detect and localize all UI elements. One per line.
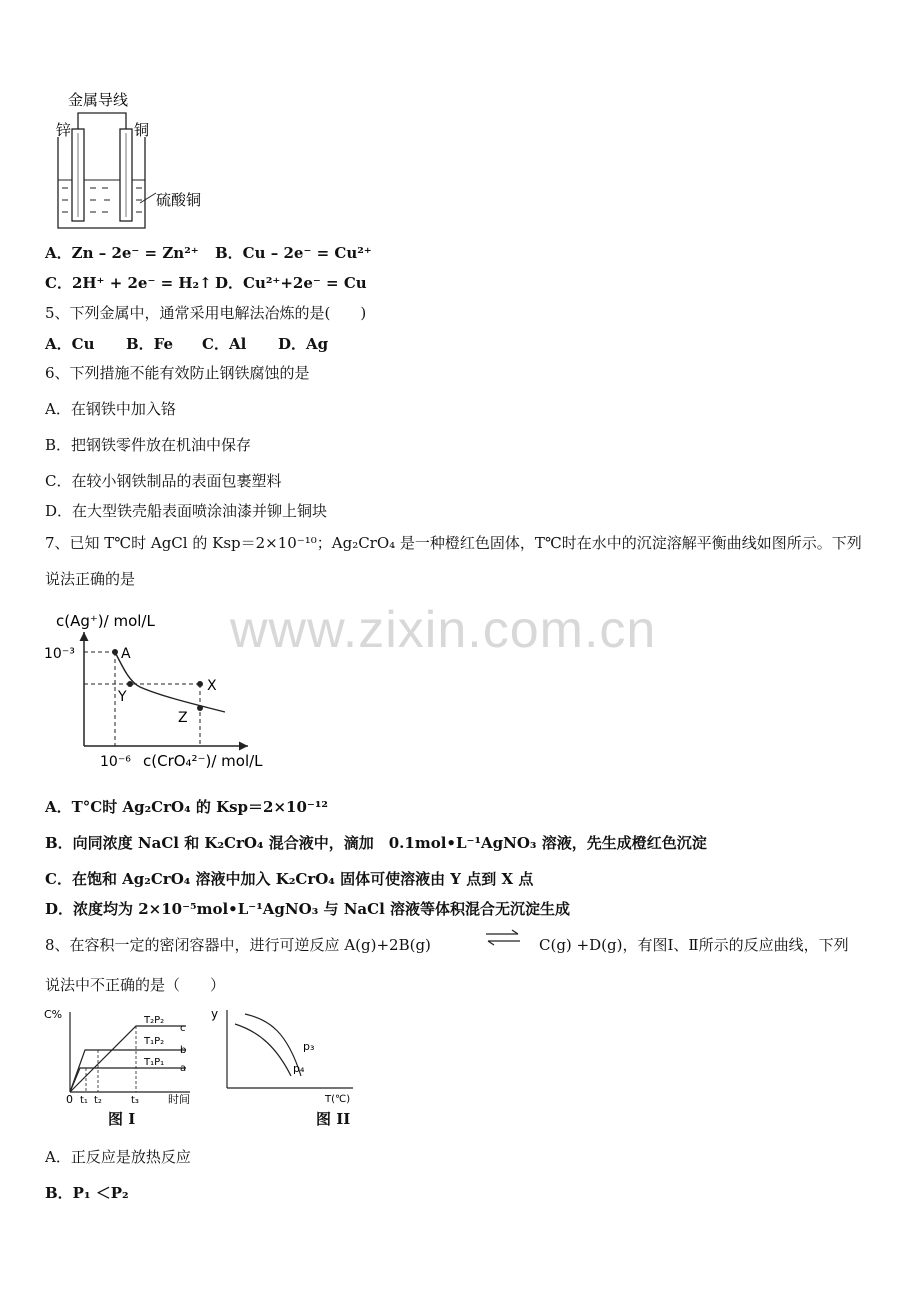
- q6-option-d: D．在大型铁壳船表面喷涂油漆并铆上铜块: [45, 502, 328, 520]
- q8-figure-1: [40, 1004, 210, 1104]
- q7-x-tick: 10⁻⁶: [100, 754, 131, 770]
- q8-fig1-curve-b-label: T₁P₂: [144, 1036, 165, 1047]
- q7-stem-line1: 7、已知 T℃时 AgCl 的 Ksp＝2×10⁻¹⁰；Ag₂CrO₄ 是一种橙红色固体，T℃时在水中的沉淀溶解平衡曲线如图所示。下列: [45, 534, 862, 552]
- q4-option-d: D．Cu²⁺+2e⁻ = Cu: [215, 274, 367, 292]
- q6-stem: 6、下列措施不能有效防止钢铁腐蚀的是: [45, 364, 310, 382]
- q7-solubility-graph: [40, 602, 290, 777]
- q8-fig1-y-label: C%: [44, 1008, 63, 1021]
- q8-fig1-caption: 图 I: [108, 1110, 136, 1128]
- q8-fig1-curve-a-label: T₁P₁: [144, 1057, 165, 1068]
- q8-stem-line1-right: C(g) +D(g)，有图Ⅰ、Ⅱ所示的反应曲线，下列: [539, 936, 849, 954]
- q6-option-a: A．在钢铁中加入铬: [45, 400, 176, 418]
- q6-option-c: C．在较小钢铁制品的表面包裹塑料: [45, 472, 282, 490]
- q7-option-c: C．在饱和 Ag₂CrO₄ 溶液中加入 K₂CrO₄ 固体可使溶液由 Y 点到 X 点: [45, 870, 534, 888]
- q4-option-a: A．Zn – 2e⁻ = Zn²⁺: [45, 244, 199, 262]
- q4-option-c: C．2H⁺ + 2e⁻ = H₂↑: [45, 274, 212, 292]
- q8-fig1-t2: t₂: [94, 1095, 102, 1104]
- q5-option-c: C．Al: [202, 335, 247, 353]
- q8-fig2-x-label: T(℃): [325, 1094, 351, 1104]
- q8-curve-p4: [235, 1024, 291, 1076]
- q8-fig2-p3: p₃: [303, 1040, 315, 1053]
- q5-option-d: D．Ag: [278, 335, 329, 353]
- galvanic-cell-diagram: [40, 85, 240, 235]
- q7-label-a: A: [121, 646, 131, 662]
- q7-y-axis-label: c(Ag⁺)/ mol/L: [56, 612, 155, 630]
- q7-label-y: Y: [118, 689, 127, 705]
- q8-stem-line1-left: 8、在容积一定的密闭容器中，进行可逆反应 A(g)+2B(g): [45, 936, 431, 954]
- q5-option-b: B．Fe: [126, 335, 174, 353]
- q8-fig1-c: c: [180, 1023, 186, 1034]
- q5-stem: 5、下列金属中，通常采用电解法冶炼的是( ): [45, 304, 367, 322]
- q8-fig2-p4: p₄: [293, 1062, 305, 1075]
- q7-label-x: X: [207, 678, 217, 694]
- q8-option-a: A．正反应是放热反应: [45, 1148, 191, 1166]
- q8-fig1-b: b: [180, 1045, 187, 1056]
- wire-label: 金属导线: [68, 91, 129, 109]
- reversible-arrow-icon: [482, 926, 524, 952]
- watermark: www.zixin.com.cn: [230, 601, 657, 659]
- q8-curve-a: [70, 1068, 186, 1092]
- q8-fig1-origin: 0: [66, 1093, 73, 1104]
- q7-x-axis-label: c(CrO₄²⁻)/ mol/L: [143, 752, 263, 770]
- q8-fig1-t3: t₃: [131, 1095, 139, 1104]
- q6-option-b: B．把钢铁零件放在机油中保存: [45, 436, 252, 454]
- zinc-label: 锌: [56, 121, 72, 139]
- q8-option-b: B．P₁ ＜P₂: [45, 1184, 129, 1202]
- q8-fig1-t1: t₁: [80, 1095, 88, 1104]
- copper-label: 铜: [134, 121, 150, 139]
- q8-fig2-y-label: y: [211, 1007, 219, 1021]
- q7-y-tick: 10⁻³: [44, 646, 75, 662]
- q7-point-z: [197, 705, 203, 711]
- q8-fig1-curve-c-label: T₂P₂: [144, 1015, 165, 1026]
- q8-stem-line2: 说法中不正确的是（ ）: [45, 976, 226, 994]
- q5-option-a: A．Cu: [45, 335, 95, 353]
- q8-fig1-x-label: 时间: [168, 1093, 190, 1104]
- q8-curve-b: [70, 1050, 186, 1092]
- q7-option-b: B．向同浓度 NaCl 和 K₂CrO₄ 混合液中，滴加 0.1mol•L⁻¹AgNO₃ 溶液，先生成橙红色沉淀: [45, 834, 707, 852]
- q7-point-y: [127, 681, 133, 687]
- q7-point-a: [112, 649, 118, 655]
- q7-option-a: A．T°C时 Ag₂CrO₄ 的 Ksp＝2×10⁻¹²: [45, 798, 328, 816]
- q4-option-b: B．Cu – 2e⁻ = Cu²⁺: [215, 244, 372, 262]
- q8-fig2-caption: 图 II: [316, 1110, 351, 1128]
- q8-curve-c: [70, 1026, 186, 1092]
- q7-point-x: [197, 681, 203, 687]
- q7-label-z: Z: [178, 710, 188, 726]
- q8-fig1-a: a: [180, 1063, 187, 1074]
- q7-stem-line2: 说法正确的是: [45, 570, 136, 588]
- solution-label: 硫酸铜: [156, 191, 202, 209]
- q8-figure-2: [205, 1004, 365, 1104]
- q7-option-d: D．浓度均为 2×10⁻⁵mol•L⁻¹AgNO₃ 与 NaCl 溶液等体积混合无沉淀生成: [45, 900, 571, 918]
